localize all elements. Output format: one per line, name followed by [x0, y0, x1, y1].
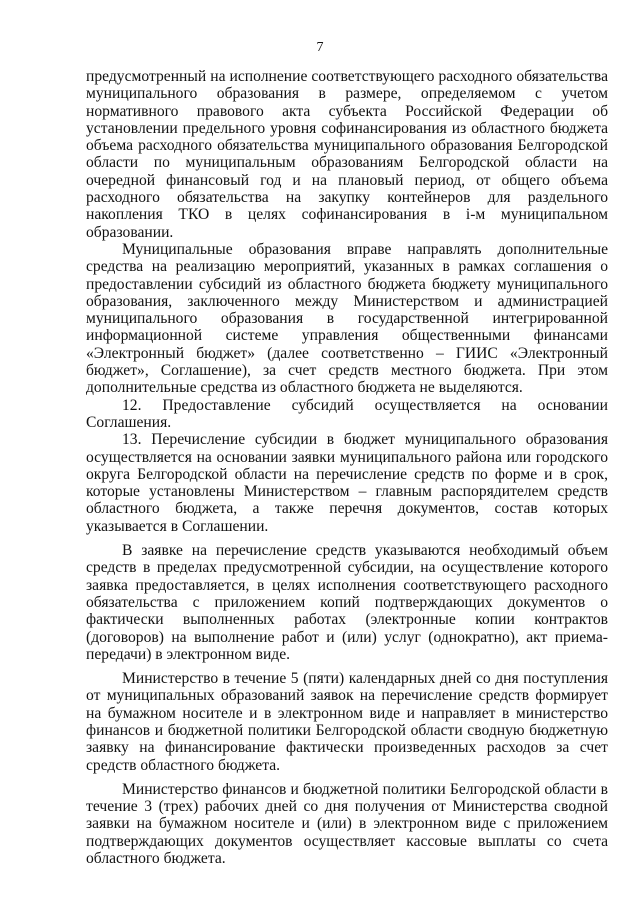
- paragraph-additional-funds: Муниципальные образования вправе направлять дополнительные средства на реализацию мероприятий, указанных в рамках соглашения о предоставлении субсидий из областного бюджета бюджету муниципального образования, заключенного между Министерством и администрацией муниципального образования в государственной интегрированной информационной системе управления общественными финансами «Электронный бюджет» (далее соответственно – ГИИС «Электронный бюджет», Соглашение), за счет средств местного бюджета. При этом дополнительные средства из областного бюджета не выделяются.: [86, 240, 608, 397]
- paragraph-item-12: 12. Предоставление субсидий осуществляется на основании Соглашения.: [86, 396, 608, 431]
- paragraph-application: В заявке на перечисление средств указываются необходимый объем средств в пределах предусмотренной субсидии, на осуществление которого заявка предоставляется, в целях исполнения соответствующего расходного обязательства с приложением копий подтверждающих документов о фактически выполненных работах (электронные копии контрактов (договоров) на выполнение работ и (или) услуг (однократно), акт приема-передачи) в электронном виде.: [86, 542, 608, 663]
- page-number: 7: [316, 40, 324, 55]
- paragraph-continuation: предусмотренный на исполнение соответствующего расходного обязательства муниципального образования в размере, определяемом с учетом нормативного правового акта субъекта Российской Федерации об установлении предельного уровня софинансирования из областного бюджета объема расходного обязательства муниципального образования Белгородской области по муниципальным образованиям Белгородской области на очередной финансовый год и на плановый период, от общего объема расходного обязательства на закупку контейнеров для раздельного накопления ТКО в целях софинансирования в i-м муниципальном образовании.: [86, 68, 608, 241]
- paragraph-ministry-5-days: Министерство в течение 5 (пяти) календарных дней со дня поступления от муниципальных образований заявок на перечисление средств формирует на бумажном носителе и в электронном виде и направляет в министерство финансов и бюджетной политики Белгородской области сводную бюджетную заявку на финансирование фактически произведенных расходов за счет средств областного бюджета.: [86, 670, 608, 774]
- paragraph-item-13: 13. Перечисление субсидии в бюджет муниципального образования осуществляется на основании заявки муниципального района или городского округа Белгородской области на перечисление средств по форме и в срок, которые установлены Министерством – главным распорядителем средств областного бюджета, а также перечня документов, состав которых указывается в Соглашении.: [86, 431, 608, 535]
- document-body: [86, 68, 608, 867]
- paragraph-finance-ministry-3-days: Министерство финансов и бюджетной политики Белгородской области в течение 3 (трех) рабочих дней со дня получения от Министерства сводной заявки на бумажном носителе и (или) в электронном виде с приложением подтверждающих документов осуществляет кассовые выплаты со счета областного бюджета.: [86, 780, 608, 868]
